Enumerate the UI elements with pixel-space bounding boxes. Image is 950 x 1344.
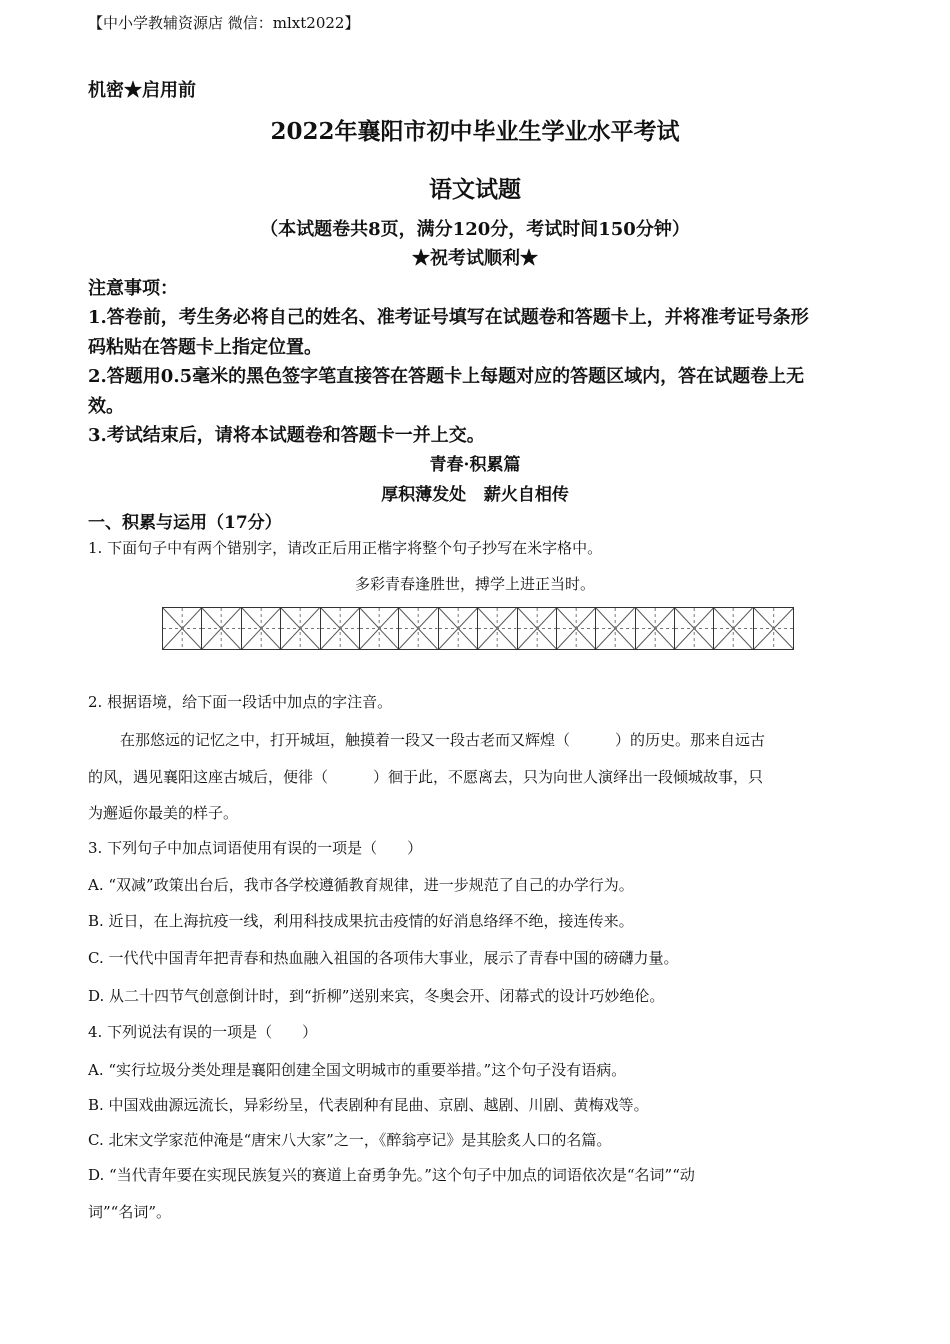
grid-cell: [163, 608, 202, 649]
q2-paragraph-line1: 在那悠远的记忆之中，打开城垣，触摸着一段又一段古老而又辉煌（ ）的历史。那来自远古: [120, 731, 766, 749]
grid-cell: [281, 608, 320, 649]
part-one-heading: 一、积累与运用（17分）: [88, 513, 282, 533]
grid-cell: [557, 608, 596, 649]
exam-info: （本试题卷共8页，满分120分，考试时间150分钟）: [260, 219, 690, 240]
q3-option-c: C. 一代代中国青年把青春和热血融入祖国的各项伟大事业，展示了青春中国的磅礴力量。: [88, 949, 679, 967]
grid-cell: [202, 608, 241, 649]
grid-cell: [242, 608, 281, 649]
q2-paragraph-line3: 为邂逅你最美的样子。: [88, 804, 239, 822]
grid-cell: [714, 608, 753, 649]
q3-stem: 3. 下列句子中加点词语使用有误的一项是（ ）: [88, 839, 423, 857]
notice-item-1-line2: 码粘贴在答题卡上指定位置。: [88, 337, 322, 358]
grid-cell: [636, 608, 675, 649]
q4-option-d-line1: D. “当代青年要在实现民族复兴的赛道上奋勇争先。”这个句子中加点的词语依次是“名词”“动: [88, 1166, 695, 1184]
section-title-1: 青春·积累篇: [429, 455, 521, 475]
q4-stem: 4. 下列说法有误的一项是（ ）: [88, 1023, 318, 1041]
q4-option-d-line2: 词”“名词”。: [88, 1203, 172, 1221]
q2-paragraph-line2: 的风，遇见襄阳这座古城后，便徘（ ）徊于此，不愿离去，只为向世人演绎出一段倾城故事，只: [88, 768, 764, 786]
grid-cell: [321, 608, 360, 649]
q2-stem: 2. 根据语境，给下面一段话中加点的字注音。: [88, 693, 393, 711]
header-note: 【中小学教辅资源店 微信：mlxt2022】: [88, 14, 360, 32]
grid-cell: [596, 608, 635, 649]
q1-sentence: 多彩青春逢胜世，搏学上进正当时。: [354, 575, 595, 593]
notice-heading: 注意事项：: [88, 278, 178, 299]
page-title: 2022年襄阳市初中毕业生学业水平考试: [270, 118, 680, 145]
notice-item-2-line1: 2.答题用0.5毫米的黑色签字笔直接答在答题卡上每题对应的答题区域内，答在试题卷上无: [88, 366, 805, 387]
q3-option-b: B. 近日，在上海抗疫一线，利用科技成果抗击疫情的好消息络绎不绝，接连传来。: [88, 912, 634, 930]
q4-option-c: C. 北宋文学家范仲淹是“唐宋八大家”之一，《醉翁亭记》是其脍炙人口的名篇。: [88, 1131, 612, 1149]
confidential-label: 机密★启用前: [88, 80, 196, 101]
grid-cell: [360, 608, 399, 649]
answer-grid: [162, 607, 794, 650]
q4-option-a: A. “实行垃圾分类处理是襄阳创建全国文明城市的重要举措。”这个句子没有语病。: [88, 1061, 627, 1079]
q3-option-a: A. “双减”政策出台后，我市各学校遵循教育规律，进一步规范了自己的办学行为。: [88, 876, 634, 894]
paper-subtitle: 语文试题: [429, 176, 521, 203]
grid-cell: [439, 608, 478, 649]
grid-cell: [399, 608, 438, 649]
grid-cell: [754, 608, 793, 649]
q4-option-b: B. 中国戏曲源远流长，异彩纷呈，代表剧种有昆曲、京剧、越剧、川剧、黄梅戏等。: [88, 1096, 649, 1114]
q3-option-d: D. 从二十四节气创意倒计时，到“折柳”送别来宾，冬奥会开、闭幕式的设计巧妙绝伦。: [88, 987, 665, 1005]
grid-cell: [518, 608, 557, 649]
q1-stem: 1. 下面句子中有两个错别字，请改正后用正楷字将整个句子抄写在米字格中。: [88, 539, 603, 557]
grid-cell: [478, 608, 517, 649]
good-luck-line: ★祝考试顺利★: [412, 248, 538, 269]
notice-item-2-line2: 效。: [88, 396, 124, 417]
section-title-2: 厚积薄发处 薪火自相传: [381, 485, 569, 505]
grid-cell: [675, 608, 714, 649]
notice-item-1-line1: 1.答卷前，考生务必将自己的姓名、准考证号填写在试题卷和答题卡上，并将准考证号条形: [88, 307, 809, 328]
notice-item-3: 3.考试结束后，请将本试题卷和答题卡一并上交。: [88, 425, 485, 446]
